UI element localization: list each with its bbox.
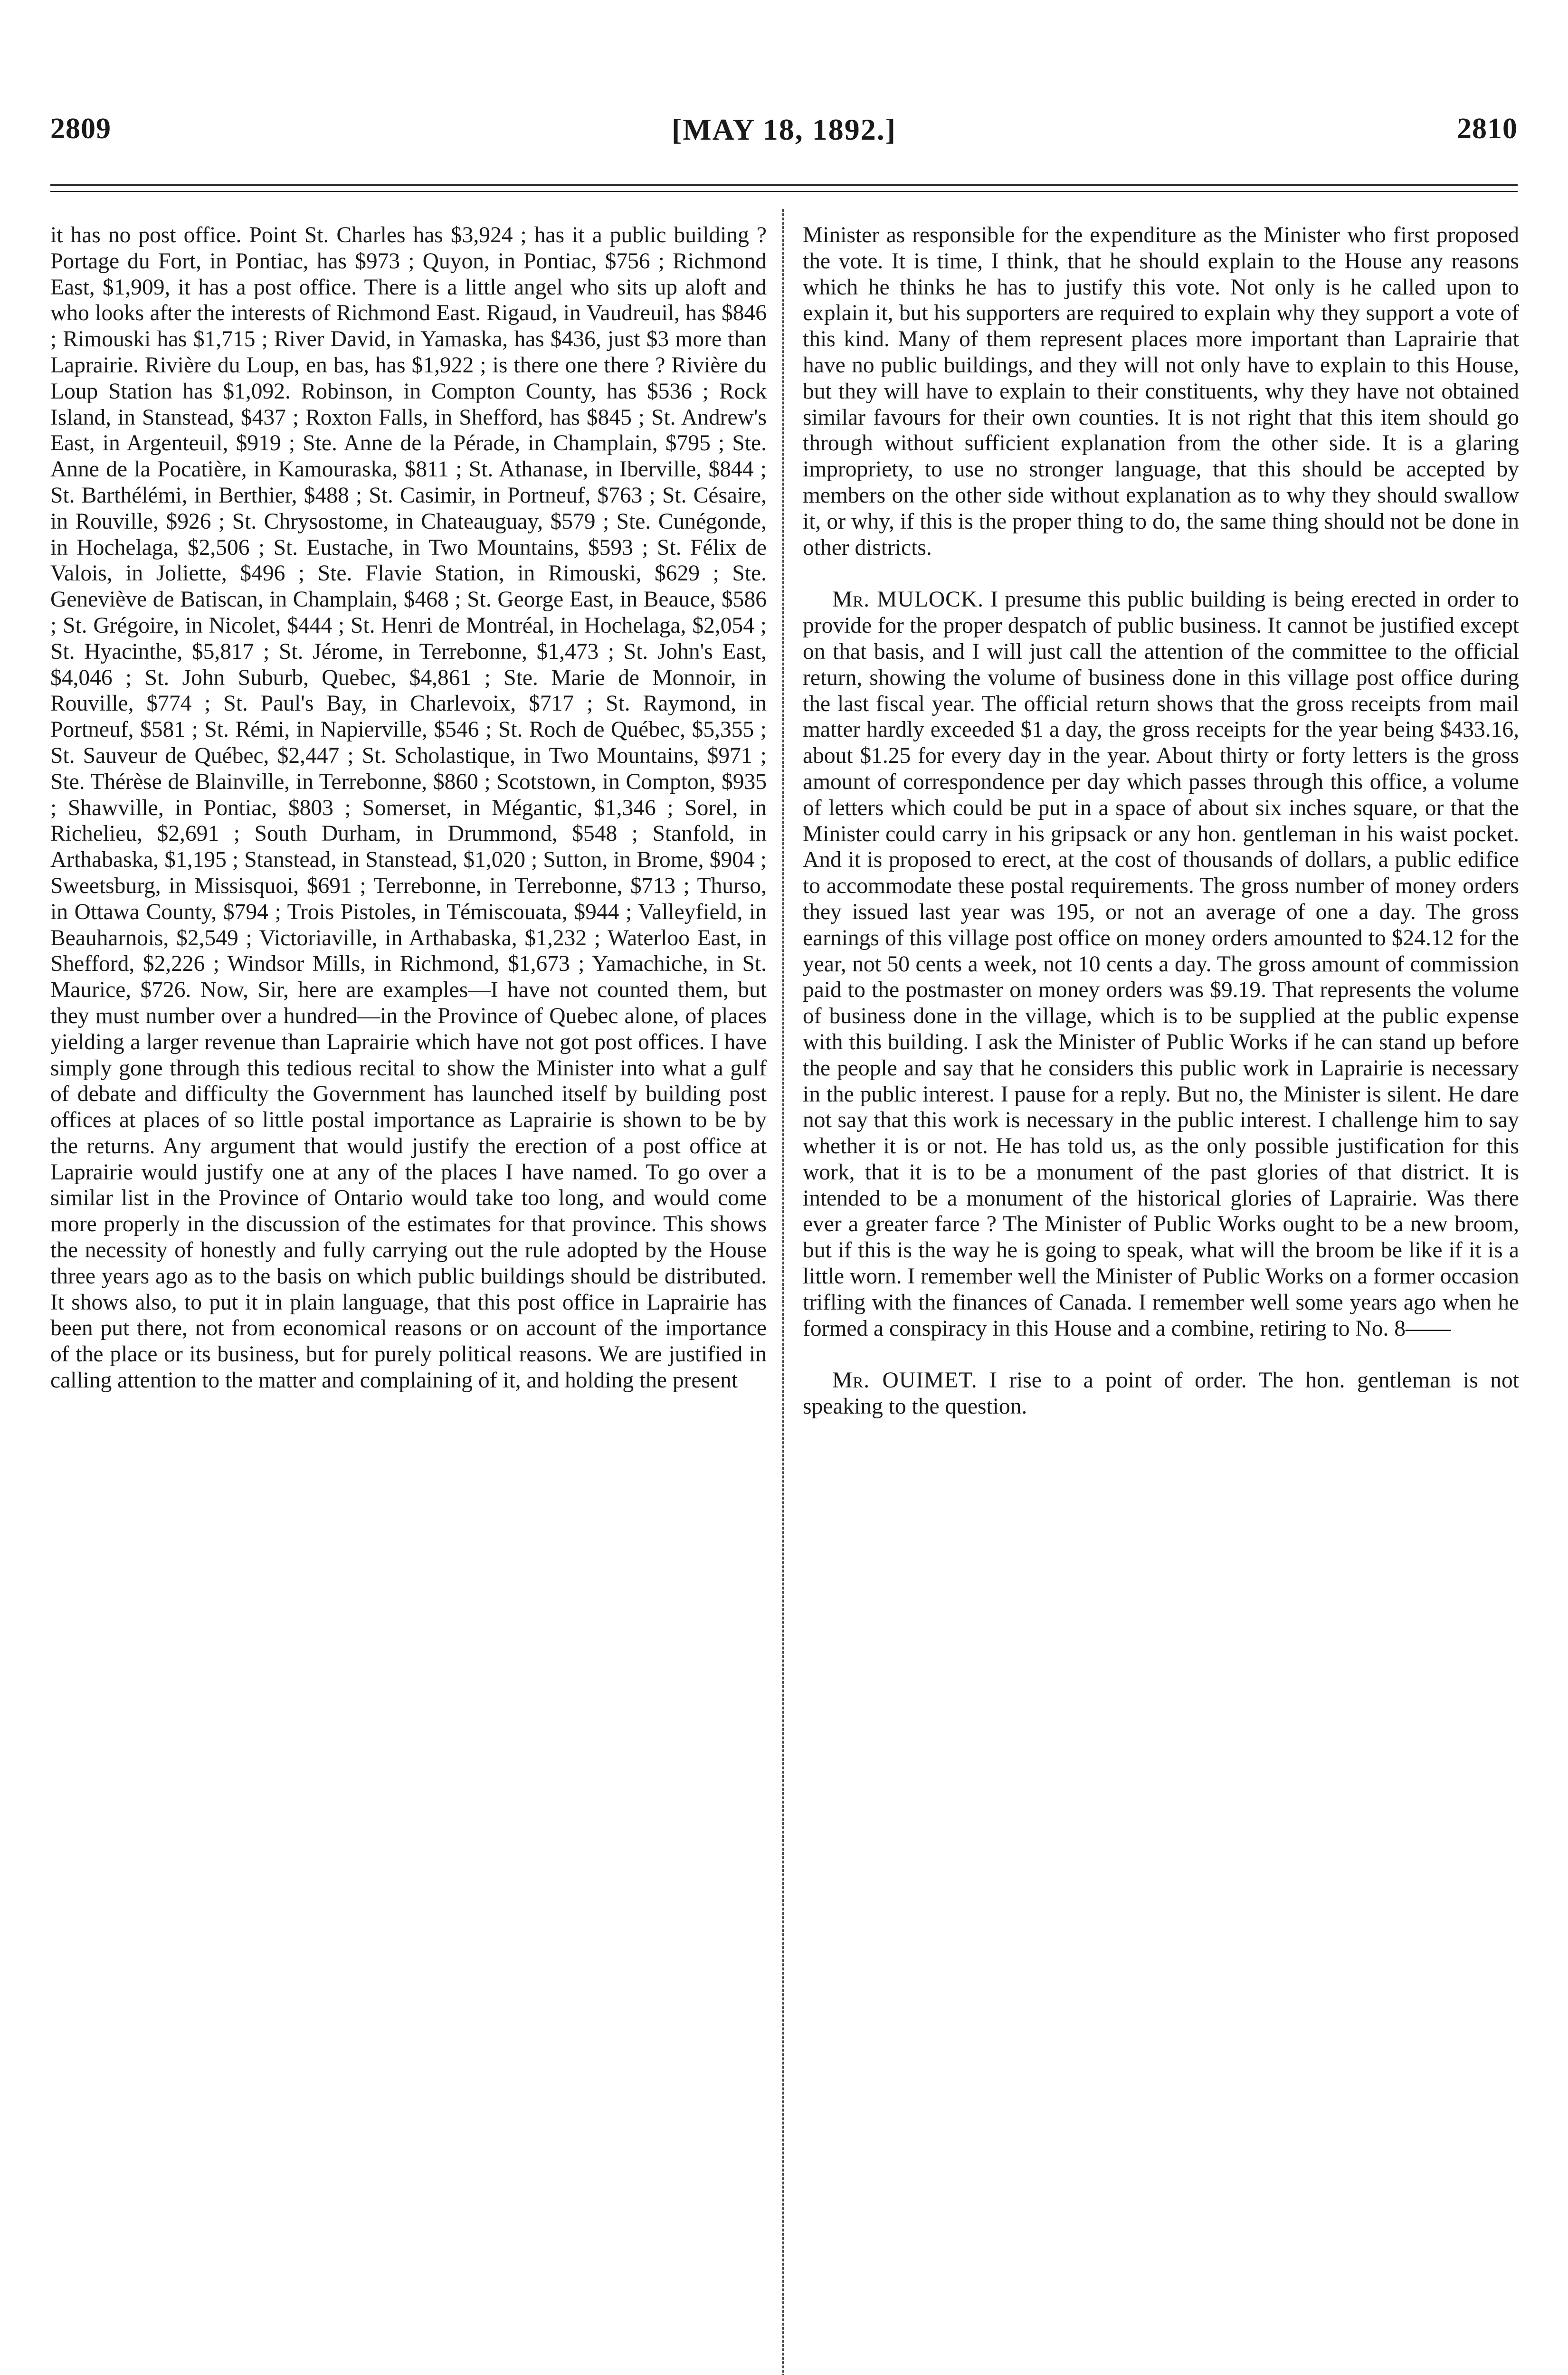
column-divider <box>782 209 784 2375</box>
header-rule <box>50 184 1518 186</box>
speech-ouimet <box>803 1368 1519 1420</box>
speech-text-ouimet: I rise to a point of order. The hon. gentleman is not speaking to the question. <box>803 1368 1519 1419</box>
page-number-right: 2810 <box>1457 113 1518 145</box>
right-paragraph-1: Minister as responsible for the expenditure as the Minister who first proposed the vote. It is time, I think, that he should explain to the House any reasons which he thinks he has to justify this vote. Not only is he called upon to explain it, but his supporters are required to explain why they support a vote of this kind. Many of them represent places more important than Laprairie that have no public buildings, and they will not only have to explain to this House, but they will have to explain to their constituents, why they have not obtained similar favours for their own counties. It is not right that this item should go through without sufficient explanation from the other side. It is a glaring impropriety, to use no stronger language, that this should be accepted by members on the other side without explanation as to why they should swallow it, or why, if this is the proper thing to do, the same thing should not be done in other districts. <box>803 223 1519 560</box>
header-date: [MAY 18, 1892.] <box>671 113 897 146</box>
speech-text-mulock: I presume this public building is being erected in order to provide for the proper despatch of public business. It cannot be justified except on that basis, and I will just call the attention of the committee to the official return, showing the volume of business done in this village post office during the last fiscal year. The official return shows that the gross receipts from mail matter hardly exceeded $1 a day, the gross receipts for the year being $433.16, about $1.25 for every day in the year. About thirty or forty letters is the gross amount of correspondence per day which passes through this office, a volume of letters which could be put in a space of about six inches square, or that the Minister could carry in his gripsack or any hon. gentleman in his waist pocket. And it is proposed to erect, at the cost of thousands of dollars, a public edifice to accommodate these postal requirements. The gross number of money orders they issued last year was 195, or not an average of one a day. The gross earnings of this village post office on money orders amounted to $24.12 for the year, not 50 cents a week, not 10 cents a day. The gross amount of commission paid to the postmaster on money orders was $9.19. That represents the volume of business done in the village, which is to be supplied at the public expense with this building. I ask the Minister of Public Works if he can stand up before the people and say that he considers this public work in Laprairie is necessary in the public interest. I pause for a reply. But no, the Minister is silent. He dare not say that this work is necessary in the public interest. I challenge him to say whether it is or not. He has told us, as the only possible justification for this work, that it is to be a monument of the past glories of that district. It is intended to be a monument of the historical glories of Laprairie. Was there ever a greater farce ? The Minister of Public Works ought to be a new broom, but if this is the way he is going to speak, what will the broom be like if it is a little worn. I remember well the Minister of Public Works on a former occasion trifling with the finances of Canada. I remember well some years ago when he formed a conspiracy in this House and a combine, retiring to No. 8—— <box>803 587 1519 1341</box>
header-rule-secondary <box>50 191 1518 192</box>
left-column <box>50 222 767 2375</box>
page-number-left: 2809 <box>50 113 111 145</box>
right-column <box>803 222 1519 2375</box>
speech-mulock <box>803 587 1519 1341</box>
speaker-name-mulock: Mr. MULOCK. <box>832 587 984 612</box>
speaker-name-ouimet: Mr. OUIMET. <box>832 1368 978 1393</box>
left-paragraph-1: it has no post office. Point St. Charles has $3,924 ; has it a public building ? Portage du Fort, in Pontiac, has $973 ; Quyon, in Pontiac, $756 ; Richmond East, $1,909, it has a post office. There is a little angel who sits up aloft and who looks after the interests of Richmond East. Rigaud, in Vaudreuil, has $846 ; Rimouski has $1,715 ; River David, in Yamaska, has $436, just $3 more than Laprairie. Rivière du Loup, en bas, has $1,922 ; is there one there ? Rivière du Loup Station has $1,092. Robinson, in Compton County, has $536 ; Rock Island, in Stanstead, $437 ; Roxton Falls, in Shefford, has $845 ; St. Andrew's East, in Argenteuil, $919 ; Ste. Anne de la Pérade, in Champlain, $795 ; Ste. Anne de la Pocatière, in Kamouraska, $811 ; St. Athanase, in Iberville, $844 ; St. Barthélémi, in Berthier, $488 ; St. Casimir, in Portneuf, $763 ; St. Césaire, in Rouville, $926 ; St. Chrysostome, in Chateauguay, $579 ; Ste. Cunégonde, in Hochelaga, $2,506 ; St. Eustache, in Two Mountains, $593 ; St. Félix de Valois, in Joliette, $496 ; Ste. Flavie Station, in Rimouski, $629 ; Ste. Geneviève de Batiscan, in Champlain, $468 ; St. George East, in Beauce, $586 ; St. Grégoire, in Nicolet, $444 ; St. Henri de Montréal, in Hochelaga, $2,054 ; St. Hyacinthe, $5,817 ; St. Jérome, in Terrebonne, $1,473 ; St. John's East, $4,046 ; St. John Suburb, Quebec, $4,861 ; Ste. Marie de Monnoir, in Rouville, $774 ; St. Paul's Bay, in Charlevoix, $717 ; St. Raymond, in Portneuf, $581 ; St. Rémi, in Napierville, $546 ; St. Roch de Québec, $5,355 ; St. Sauveur de Québec, $2,447 ; St. Scholastique, in Two Mountains, $971 ; Ste. Thérèse de Blainville, in Terrebonne, $860 ; Scotstown, in Compton, $935 ; Shawville, in Pontiac, $803 ; Somerset, in Mégantic, $1,346 ; Sorel, in Richelieu, $2,691 ; South Durham, in Drummond, $548 ; Stanfold, in Arthabaska, $1,195 ; Stanstead, in Stanstead, $1,020 ; Sutton, in Brome, $904 ; Sweetsburg, in Missisquoi, $691 ; Terrebonne, in Terrebonne, $713 ; Thurso, in Ottawa County, $794 ; Trois Pistoles, in Témiscouata, $944 ; Valleyfield, in Beauharnois, $2,549 ; Victoriaville, in Arthabaska, $1,232 ; Waterloo East, in Shefford, $2,226 ; Windsor Mills, in Richmond, $1,673 ; Yamachiche, in St. Maurice, $726. Now, Sir, here are examples—I have not counted them, but they must number over a hundred—in the Province of Quebec alone, of places yielding a larger revenue than Laprairie which have not got post offices. I have simply gone through this tedious recital to show the Minister into what a gulf of debate and difficulty the Government has launched itself by building post offices at places of so little postal importance as Laprairie is shown to be by the returns. Any argument that would justify the erection of a post office at Laprairie would justify one at any of the places I have named. To go over a similar list in the Province of Ontario would take too long, and would come more properly in the discussion of the estimates for that province. This shows the necessity of honestly and fully carrying out the rule adopted by the House three years ago as to the basis on which public buildings should be distributed. It shows also, to put it in plain language, that this post office in Laprairie has been put there, not from economical reasons or on account of the importance of the place or its business, but for purely political reasons. We are justified in calling attention to the matter and complaining of it, and holding the present <box>50 223 767 1393</box>
